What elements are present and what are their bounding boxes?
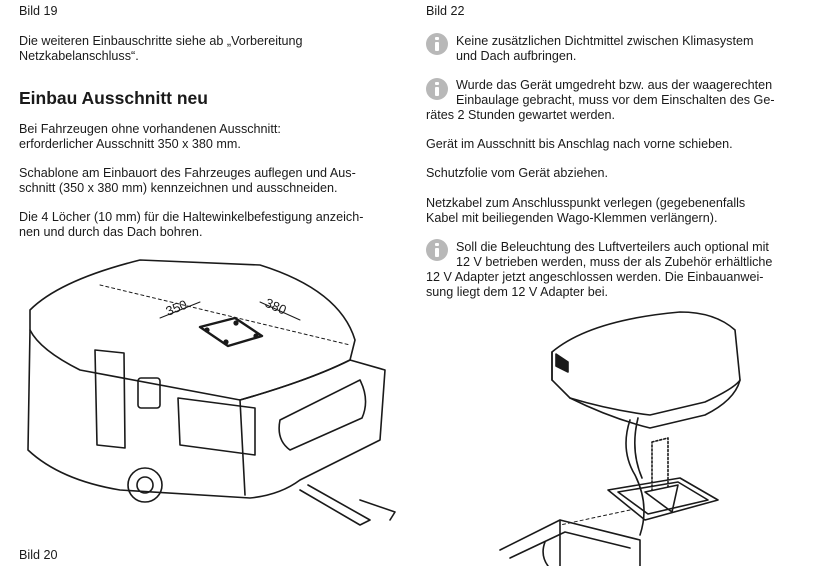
caravan-side <box>28 330 385 498</box>
paragraph-cable-line-2: Kabel mit beiliegenden Wago-Klemmen verlängern). <box>426 211 718 225</box>
paragraph-3-line-1: Die 4 Löcher (10 mm) für die Haltewinkelbefestigung anzeich- <box>19 210 364 224</box>
caravan-drawbar <box>300 485 370 525</box>
roof-cutout <box>200 318 262 346</box>
figure-caption-bild-22: Bild 22 <box>426 4 465 18</box>
paragraph-2-line-1: Schablone am Einbauort des Fahrzeuges auflegen und Aus- <box>19 166 356 180</box>
note-2-line-2: Einbaulage gebracht, muss vor dem Einschalten des Ge- <box>456 93 775 107</box>
caravan-illustration <box>0 250 420 550</box>
caravan-door <box>95 350 125 448</box>
roof-box <box>500 520 640 566</box>
caravan-wheel <box>128 468 162 502</box>
paragraph-2-line-2: schnitt (350 x 380 mm) kennzeichnen und ausschneiden. <box>19 181 338 195</box>
paragraph-1-line-1: Bei Fahrzeugen ohne vorhandenen Ausschnitt: <box>19 122 281 136</box>
info-icon <box>426 239 448 261</box>
figure-caption-bild-19: Bild 19 <box>19 4 58 18</box>
caravan-edge <box>240 400 245 495</box>
info-icon <box>426 33 448 55</box>
note-3-line-1: Soll die Beleuchtung des Luftverteilers auch optional mit <box>456 240 769 254</box>
figure-caption-bild-20: Bild 20 <box>19 548 58 562</box>
note-2-line-3: rätes 2 Stunden gewartet werden. <box>426 108 616 122</box>
intro-line-2: Netzkabelanschluss“. <box>19 49 139 63</box>
dimension-label-380: 380 <box>262 295 289 318</box>
caravan-side-window <box>178 398 255 455</box>
paragraph-1-line-2: erforderlicher Ausschnitt 350 x 380 mm. <box>19 137 241 151</box>
paragraph-remove-film: Schutzfolie vom Gerät abziehen. <box>426 166 609 180</box>
note-1-line-1: Keine zusätzlichen Dichtmittel zwischen Klimasystem <box>456 34 754 48</box>
paragraph-cable-line-1: Netzkabel zum Anschlusspunkt verlegen (gegebenenfalls <box>426 196 746 210</box>
paragraph-push-device: Gerät im Ausschnitt bis Anschlag nach vorne schieben. <box>426 137 733 151</box>
ac-unit-housing <box>552 312 740 428</box>
paragraph-3-line-2: nen und durch das Dach bohren. <box>19 225 203 239</box>
intro-line-1: Die weiteren Einbauschritte siehe ab „Vorbereitung <box>19 34 303 48</box>
caravan-front-window <box>279 380 365 450</box>
note-2-line-1: Wurde das Gerät umgedreht bzw. aus der waagerechten <box>456 78 773 92</box>
dimension-label-350: 350 <box>163 296 190 319</box>
note-1-line-2: und Dach aufbringen. <box>456 49 577 63</box>
section-heading: Einbau Ausschnitt neu <box>19 88 208 108</box>
note-3-line-4: sung liegt dem 12 V Adapter bei. <box>426 285 609 299</box>
air-conditioner-illustration <box>490 300 780 566</box>
note-3-line-2: 12 V betrieben werden, muss der als Zubehör erhältliche <box>456 255 773 269</box>
info-icon <box>426 78 448 100</box>
note-3-line-3: 12 V Adapter jetzt angeschlossen werden. Die Einbauanwei- <box>426 270 764 284</box>
center-dashed-line <box>100 285 350 345</box>
